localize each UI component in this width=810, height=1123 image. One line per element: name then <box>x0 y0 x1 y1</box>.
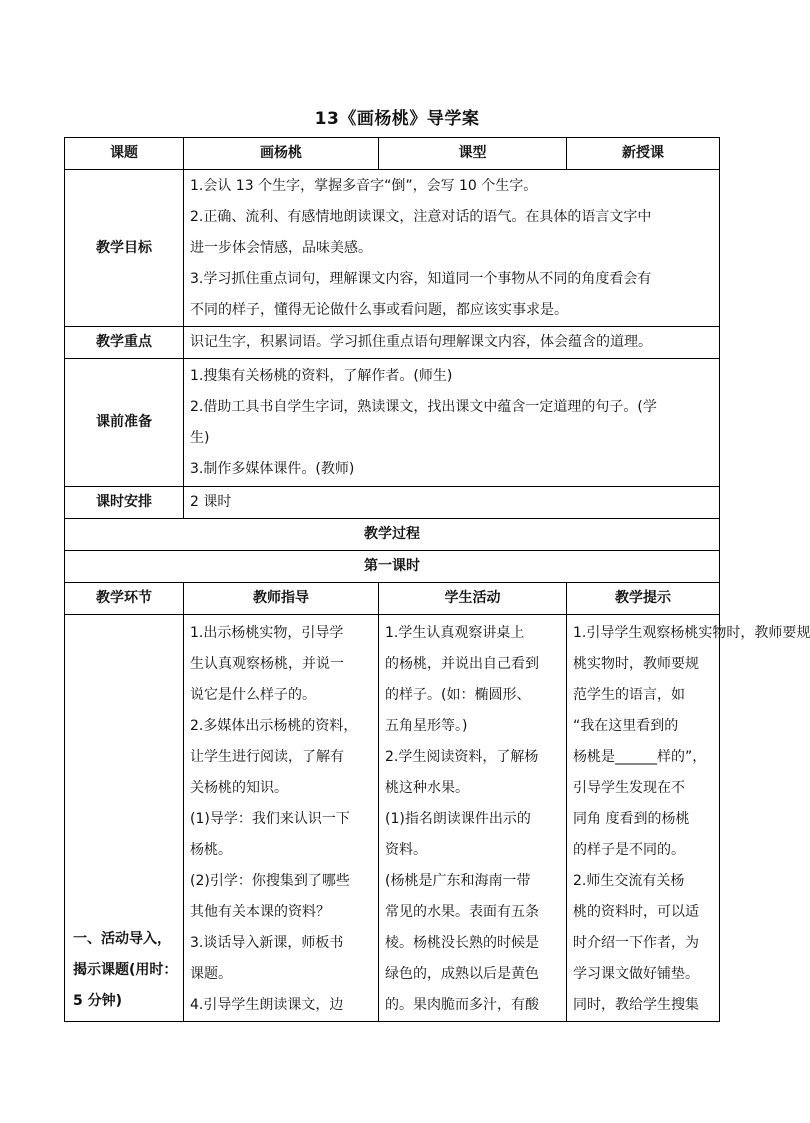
column-header-student: 学生活动 <box>379 583 567 615</box>
objective-line: 不同的样子，懂得无论做什么事或看问题，都应该实事求是。 <box>190 301 568 318</box>
page-title: 13《画杨桃》导学案 <box>314 109 480 129</box>
lesson-plan-table <box>64 137 810 1022</box>
preparation-content <box>184 359 720 487</box>
teacher-line: 4.引导学生朗读课文，边 <box>190 997 344 1013</box>
topic-value: 画杨桃 <box>184 138 379 170</box>
tips-line: 引导学生发现在不 <box>573 780 685 796</box>
objective-line: 3.学习抓住重点词句，理解课文内容，知道同一个事物从不同的角度看会有 <box>190 270 652 287</box>
teacher-line: 生认真观察杨桃，并说一 <box>190 656 344 672</box>
student-line: (1)指名朗读课件出示的 <box>385 811 531 827</box>
column-header-teacher: 教师指导 <box>184 583 379 615</box>
schedule-label: 课时安排 <box>65 487 184 519</box>
topic-label: 课题 <box>65 138 184 170</box>
teacher-line: 杨桃。 <box>190 842 232 858</box>
key-points-line: 识记生字，积累词语。学习抓住重点语句理解课文内容，体会蕴含的道理。 <box>190 334 652 350</box>
teaching-tips <box>567 615 810 1022</box>
schedule-row <box>65 487 720 519</box>
teacher-line: 2.多媒体出示杨桃的资料， <box>190 718 358 734</box>
student-line: 2.学生阅读资料，了解杨 <box>385 749 539 765</box>
objectives-label: 教学目标 <box>65 170 184 327</box>
student-line: 1.学生认真观察讲桌上 <box>385 625 525 641</box>
teacher-line: 3.谈话导入新课，师板书 <box>190 935 344 951</box>
teacher-line: 说它是什么样子的。 <box>190 687 316 703</box>
tips-line: 范学生的语言，如 <box>573 687 685 703</box>
tips-line: 桃实物时，教师要规 <box>573 656 699 672</box>
preparation-line: 生) <box>190 429 210 446</box>
student-line: 常见的水果。表面有五条 <box>385 904 539 920</box>
process-heading-row <box>65 519 720 551</box>
student-line: 棱。杨桃没长熟的时候是 <box>385 935 539 951</box>
column-header-tips: 教学提示 <box>567 583 720 615</box>
student-activity <box>379 615 567 1022</box>
teacher-line: (2)引学：你搜集到了哪些 <box>190 873 350 889</box>
info-row <box>65 138 720 170</box>
tips-line: 的样子是不同的。 <box>573 842 685 858</box>
tips-line: 同角 度看到的杨桃 <box>573 811 690 827</box>
column-header-row <box>65 583 720 615</box>
teacher-line: 1.出示杨桃实物，引导学 <box>190 625 344 641</box>
tips-line: 2.师生交流有关杨 <box>573 873 685 889</box>
process-heading: 教学过程 <box>65 519 720 551</box>
tips-line: 桃的资料时，可以适 <box>573 904 699 920</box>
objective-line: 1.会认 13 个生字，掌握多音字“倒”，会写 10 个生字。 <box>190 177 538 194</box>
teacher-line: 关杨桃的知识。 <box>190 780 288 796</box>
column-header-stage: 教学环节 <box>65 583 184 615</box>
teacher-line: 其他有关本课的资料？ <box>190 904 330 920</box>
schedule-value: 2 课时 <box>184 487 720 519</box>
student-line: 桃这种水果。 <box>385 780 469 796</box>
student-line: 五角星形等。) <box>385 718 468 734</box>
preparation-line: 1.搜集有关杨桃的资料，了解作者。(师生) <box>190 367 453 384</box>
student-line: 资料。 <box>385 842 427 858</box>
student-line: 的样子。(如：椭圆形、 <box>385 687 531 703</box>
preparation-row <box>65 359 720 487</box>
teacher-line: 让学生进行阅读，了解有 <box>190 749 344 765</box>
tips-line: 1.引导学生观察杨桃实物时，教师要规 <box>573 625 810 641</box>
objectives-content <box>184 170 720 327</box>
student-line: 的。果肉脆而多汁，有酸 <box>385 997 539 1013</box>
teacher-line: 课题。 <box>190 966 232 982</box>
tips-line: 杨桃是______样的”， <box>573 749 707 765</box>
lesson-heading: 第一课时 <box>65 551 720 583</box>
tips-line: 时介绍一下作者，为 <box>573 935 699 951</box>
objective-line: 进一步体会情感，品味美感。 <box>190 239 372 256</box>
tips-line: “我在这里看到的 <box>573 718 679 734</box>
preparation-line: 3.制作多媒体课件。(教师) <box>190 460 355 477</box>
objectives-row <box>65 170 720 327</box>
objective-line: 2.正确、流利、有感情地朗读课文，注意对话的语气。在具体的语言文字中 <box>190 208 652 225</box>
section1-label-line: 揭示课题(用时： <box>73 962 178 978</box>
preparation-line: 2.借助工具书自学生字词，熟读课文，找出课文中蕴含一定道理的句子。(学 <box>190 398 657 415</box>
section1-label-line: 5 分钟) <box>73 993 123 1009</box>
tips-line: 学习课文做好铺垫。 <box>573 966 699 982</box>
key-points-row <box>65 327 720 359</box>
student-line: 绿色的，成熟以后是黄色 <box>385 966 539 982</box>
section1-label-line: 一、活动导入， <box>73 931 171 947</box>
section1-label <box>65 615 184 1022</box>
student-line: 的杨桃，并说出自己看到 <box>385 656 539 672</box>
tips-line: 同时，教给学生搜集 <box>573 997 699 1013</box>
type-value: 新授课 <box>567 138 720 170</box>
section1-row <box>65 615 720 1022</box>
key-points-label: 教学重点 <box>65 327 184 359</box>
preparation-label: 课前准备 <box>65 359 184 487</box>
lesson-heading-row <box>65 551 720 583</box>
key-points-text <box>184 327 720 359</box>
teacher-line: (1)导学：我们来认识一下 <box>190 811 350 827</box>
type-label: 课型 <box>379 138 567 170</box>
student-line: (杨桃是广东和海南一带 <box>385 873 531 889</box>
teacher-guidance <box>184 615 379 1022</box>
